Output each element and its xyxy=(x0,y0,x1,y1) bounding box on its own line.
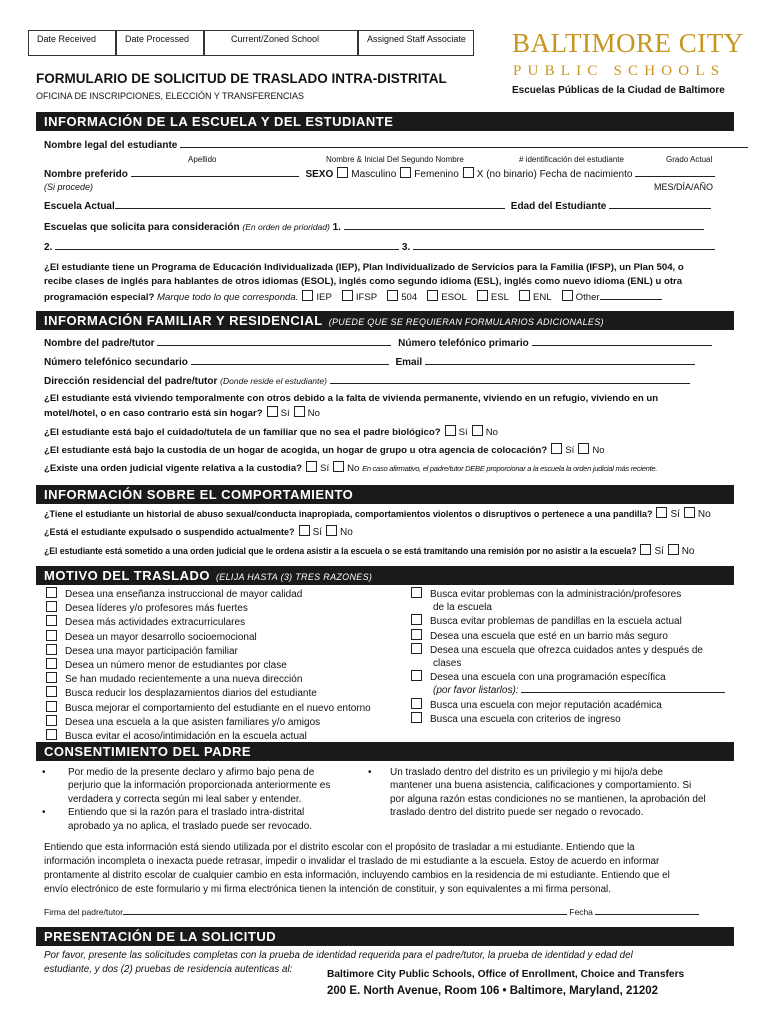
caption-grado: Grado Actual xyxy=(666,155,713,164)
consent-bullets-right xyxy=(368,766,706,820)
paragraph-line: envío electrónico de este formulario y mi firma electrónica tienen la intención de constituir, y son equivalentes a mi firma personal. xyxy=(44,884,611,895)
logo-subtitle: Escuelas Públicas de la Ciudad de Baltimore xyxy=(512,85,725,96)
yes-label: Sí xyxy=(312,527,323,538)
femenino-checkbox[interactable] xyxy=(400,167,411,178)
reason-item[interactable] xyxy=(46,601,371,615)
no-label: No xyxy=(697,509,711,520)
reason-item[interactable] xyxy=(411,698,725,712)
plan504-checkbox[interactable] xyxy=(387,290,398,301)
mes-dia-caption: MES/DÍA/AÑO xyxy=(654,182,714,192)
yes-label: Sí xyxy=(565,445,575,456)
esol-checkbox[interactable] xyxy=(427,290,438,301)
reason-checkbox[interactable] xyxy=(411,698,422,709)
zoned-school-box[interactable] xyxy=(204,30,358,56)
reason-checkbox[interactable] xyxy=(46,672,57,683)
si-procede-note: (Si procede) xyxy=(44,182,94,192)
address-label: Dirección residencial del padre/tutor xyxy=(44,376,218,387)
legal-name-row xyxy=(44,140,748,151)
reason-checkbox[interactable] xyxy=(46,701,57,712)
homeless-row xyxy=(44,406,320,419)
date-label: Fecha xyxy=(569,907,593,917)
court-order-no-checkbox[interactable] xyxy=(333,461,344,472)
parent-row xyxy=(44,338,712,349)
office-subtitle: OFICINA DE INSCRIPCIONES, ELECCIÓN Y TRANSFERENCIAS xyxy=(36,91,305,101)
reason-label: Busca evitar problemas con la administración/profesores xyxy=(430,589,682,600)
no-label: No xyxy=(485,427,498,438)
reason-item[interactable] xyxy=(46,644,371,658)
behavior-q3-no-checkbox[interactable] xyxy=(668,544,679,555)
court-order-yes-checkbox[interactable] xyxy=(306,461,317,472)
logo-line2: PUBLIC SCHOOLS xyxy=(513,63,726,79)
reason-item[interactable] xyxy=(46,587,371,601)
section-title: MOTIVO DEL TRASLADO xyxy=(44,568,210,583)
caption-nombre: Nombre & Inicial Del Segundo Nombre xyxy=(326,155,464,164)
schools-consider-row xyxy=(44,222,704,233)
email-field[interactable] xyxy=(425,364,695,365)
reason-label: Se han mudado recientemente a una nueva dirección xyxy=(65,674,303,686)
kinship-no-checkbox[interactable] xyxy=(472,425,483,436)
other-checkbox[interactable] xyxy=(562,290,573,301)
no-label: No xyxy=(681,546,695,557)
submission-line1: Por favor, presente las solicitudes completas con la prueba de identidad requerida para el padre/tutor, la prueba de identidad y edad del xyxy=(44,950,633,961)
x-binario-checkbox[interactable] xyxy=(463,167,474,178)
reason-label: Busca mejorar el comportamiento del estudiante en el nuevo entorno xyxy=(65,702,371,714)
paragraph-line: Entiendo que esta información está siendo utilizada por el distrito escolar con el propósito de trasladar a mi estudiante. Entiendo que la xyxy=(44,842,635,853)
reason-checkbox[interactable] xyxy=(411,670,422,681)
caption-student-id: # identificación del estudiante xyxy=(519,155,624,164)
address-field[interactable] xyxy=(330,383,690,384)
other-label: Other xyxy=(575,292,600,303)
date-processed-box[interactable] xyxy=(116,30,204,56)
submission-line2: estudiante, y dos (2) pruebas de residencia autenticas al: xyxy=(44,964,293,975)
paragraph-line: prontamente al distrito escolar de cualquier cambio en esta información, incluyendo cambios en la residencia de mi estudiante. Entiendo que el xyxy=(44,870,670,881)
kinship-yes-checkbox[interactable] xyxy=(445,425,456,436)
section-title: INFORMACIÓN DE LA ESCUELA Y DEL ESTUDIANTE xyxy=(44,114,394,129)
reason-label: Desea una escuela a la que asisten familiares y/o amigos xyxy=(65,716,321,728)
reasons-left-list xyxy=(46,587,371,743)
birthdate-field[interactable] xyxy=(635,176,715,177)
bullet-line: verdadera y correcta según mi leal saber y entender. xyxy=(68,793,302,805)
reason-item[interactable] xyxy=(411,712,725,726)
iep-options-row xyxy=(44,290,662,303)
reason-checkbox[interactable] xyxy=(46,729,57,740)
bullet-line: aprobado ya no aplica, el traslado puede ser revocado. xyxy=(68,820,313,832)
iep-checkbox[interactable] xyxy=(302,290,313,301)
preferred-field[interactable] xyxy=(131,176,299,177)
esl-checkbox[interactable] xyxy=(477,290,488,301)
address-note: (Donde reside el estudiante) xyxy=(220,376,327,386)
section-family xyxy=(36,311,734,330)
reason-label: Desea una mayor participación familiar xyxy=(65,645,238,657)
submission-address2: 200 E. North Avenue, Room 106 • Baltimore, Maryland, 21202 xyxy=(327,985,659,997)
priority-note: (En orden de prioridad) xyxy=(242,222,330,232)
plan504-label: 504 xyxy=(401,292,418,303)
iep-question-line1: ¿El estudiante tiene un Programa de Educación Individualizada (IEP), Plan Individualizado de Servicios para la Familia (IFSP), un Plan 504, o xyxy=(44,262,684,273)
reason-item[interactable] xyxy=(46,672,371,686)
mark-all-note: Marque todo lo que corresponda. xyxy=(157,292,299,303)
bullet-dot: • xyxy=(368,767,372,778)
homeless-no-checkbox[interactable] xyxy=(294,406,305,417)
submission-address1: Baltimore City Public Schools, Office of Enrollment, Choice and Transfers xyxy=(327,969,685,980)
behavior-q1: ¿Tiene el estudiante un historial de abuso sexual/conducta inapropiada, comportamientos violentos o disruptivos o pertenece a una pandilla? xyxy=(44,509,653,519)
staff-associate-box[interactable] xyxy=(358,30,474,56)
behavior-q1-row xyxy=(44,507,711,520)
reason-item[interactable] xyxy=(46,686,371,700)
sexo-label: SEXO xyxy=(305,169,334,180)
section-submission xyxy=(36,927,734,946)
foster-row xyxy=(44,443,605,456)
reason-item[interactable] xyxy=(411,643,725,657)
reason-checkbox[interactable] xyxy=(46,644,57,655)
reason-checkbox[interactable] xyxy=(46,630,57,641)
reason-label: Desea un mayor desarrollo socioemocional xyxy=(65,631,257,643)
bullet-line: traslado dentro del distrito puede ser negado o revocado. xyxy=(390,807,644,819)
reason-item[interactable] xyxy=(411,629,725,643)
birthdate-label: Fecha de nacimiento xyxy=(539,169,633,180)
behavior-q2-row xyxy=(44,525,353,538)
reasons-right-list xyxy=(411,587,725,726)
bullet-line: mantener una buena asistencia, calificaciones y comportamiento. Si xyxy=(390,780,692,792)
date-received-label: Date Received xyxy=(37,34,97,44)
reason-checkbox[interactable] xyxy=(411,614,422,625)
reason-label: Desea un número menor de estudiantes por clase xyxy=(65,660,287,672)
date-received-box[interactable] xyxy=(28,30,116,56)
reason-item[interactable] xyxy=(46,615,371,629)
reason-checkbox[interactable] xyxy=(411,712,422,723)
iep-label: IEP xyxy=(316,292,332,303)
phone2-row xyxy=(44,357,695,368)
schools-consider-label: Escuelas que solicita para consideración xyxy=(44,222,240,233)
reason-checkbox[interactable] xyxy=(46,615,57,626)
reason-checkbox[interactable] xyxy=(46,715,57,726)
reason-item[interactable] xyxy=(411,614,725,628)
no-label: No xyxy=(592,445,605,456)
behavior-q2-no-checkbox[interactable] xyxy=(326,525,337,536)
consent-paragraph xyxy=(44,841,670,897)
choice-2-field[interactable] xyxy=(55,249,399,250)
behavior-q2: ¿Está el estudiante expulsado o suspendido actualmente? xyxy=(44,527,295,537)
reason-item[interactable] xyxy=(411,587,725,601)
reason-item[interactable] xyxy=(46,630,371,644)
reason-label: Desea una escuela que ofrezca cuidados antes y después de xyxy=(430,644,703,656)
choice-1-field[interactable] xyxy=(344,229,704,230)
preferred-row xyxy=(44,167,715,180)
yes-label: Sí xyxy=(670,509,680,520)
consent-bullet xyxy=(42,766,330,806)
x-binario-label: X (no binario) xyxy=(476,169,537,180)
reason-item[interactable] xyxy=(46,715,371,729)
program-list-field[interactable] xyxy=(521,692,725,693)
signature-row xyxy=(44,907,699,917)
behavior-q1-no-checkbox[interactable] xyxy=(684,507,695,518)
behavior-q1-yes-checkbox[interactable] xyxy=(656,507,667,518)
date-field[interactable] xyxy=(595,914,699,915)
section-title: INFORMACIÓN FAMILIAR Y RESIDENCIAL xyxy=(44,313,323,328)
foster-yes-checkbox[interactable] xyxy=(551,443,562,454)
foster-question: ¿El estudiante está bajo la custodia de un hogar de acogida, un hogar de grupo u otra agencia de colocación? xyxy=(44,445,548,456)
bullet-line: Por medio de la presente declaro y afirmo bajo pena de xyxy=(68,767,315,778)
bullet-dot: • xyxy=(42,807,46,819)
esl-label: ESL xyxy=(490,292,509,303)
homeless-question-line1: ¿El estudiante está viviendo temporalmente con otros debido a la falta de vivienda permanente, viviendo en un refugio, viviendo en un xyxy=(44,393,659,404)
masculino-label: Masculino xyxy=(351,169,397,180)
court-order-note: En caso afirmativo, el padre/tutor DEBE proporcionar a la escuela la orden judicial más reciente. xyxy=(362,464,658,473)
no-label: No xyxy=(340,527,353,538)
iep-question-line2: recibe clases de inglés para hablantes de otros idiomas (ESOL), inglés como segundo idioma (ESL), inglés como nuevo idioma (ENL) u otra xyxy=(44,276,683,287)
reason-checkbox[interactable] xyxy=(46,601,57,612)
reason-checkbox[interactable] xyxy=(46,587,57,598)
behavior-q3: ¿El estudiante está sometido a una orden judicial que le ordena asistir a la escuela o se está tramitando una remisión por no asistir a la escuela? xyxy=(44,546,637,556)
reason-label: Desea más actividades extracurriculares xyxy=(65,617,246,629)
bullet-line: perjurio que la información proporcionada anteriormente es xyxy=(68,780,331,792)
ifsp-label: IFSP xyxy=(355,292,378,303)
choices-2-3-row xyxy=(44,242,715,253)
bullet-line: por alguna razón estas condiciones no se mantienen, la aprobación del xyxy=(390,793,706,805)
section-consent xyxy=(36,742,734,761)
program-list-row xyxy=(411,684,725,697)
phone-primary-label: Número telefónico primario xyxy=(398,338,529,349)
phone-secondary-label: Número telefónico secundario xyxy=(44,357,188,368)
reason-label: Desea líderes y/o profesores más fuertes xyxy=(65,603,248,615)
kinship-question: ¿El estudiante está bajo el cuidado/tutela de un familiar que no sea el padre biológico? xyxy=(44,427,441,438)
yes-label: Sí xyxy=(458,427,468,438)
preferred-label: Nombre preferido xyxy=(44,169,128,180)
reason-label: Busca evitar problemas de pandillas en la escuela actual xyxy=(430,616,682,628)
esol-label: ESOL xyxy=(441,292,467,303)
bullet-dot: • xyxy=(42,767,46,778)
court-order-row xyxy=(44,461,657,474)
reason-label: Desea una escuela que esté en un barrio más seguro xyxy=(430,630,668,642)
logo-line1: BALTIMORE CITY xyxy=(512,28,744,58)
yes-label: Sí xyxy=(654,546,664,557)
homeless-yes-checkbox[interactable] xyxy=(267,406,278,417)
date-processed-label: Date Processed xyxy=(125,34,190,44)
legal-name-field[interactable] xyxy=(180,147,748,148)
phone-secondary-field[interactable] xyxy=(191,364,389,365)
signature-field[interactable] xyxy=(123,914,567,915)
section-title: INFORMACIÓN SOBRE EL COMPORTAMIENTO xyxy=(44,487,354,502)
yes-label: Sí xyxy=(280,408,290,419)
behavior-q2-yes-checkbox[interactable] xyxy=(299,525,310,536)
reason-continuation: de la escuela xyxy=(433,602,492,614)
age-field[interactable] xyxy=(609,208,711,209)
section-title: CONSENTIMIENTO DEL PADRE xyxy=(44,744,252,759)
choice-2-label: 2. xyxy=(44,242,53,253)
paragraph-line: información incompleta o inexacta puede retrasar, impedir o invalidar el traslado de mi estudiante a la escuela. Estoy de acuerdo en informar xyxy=(44,856,660,867)
reason-item[interactable] xyxy=(46,658,371,672)
parent-name-field[interactable] xyxy=(157,345,391,346)
consent-bullets-left xyxy=(42,766,330,833)
reason-item[interactable] xyxy=(46,701,371,715)
enl-label: ENL xyxy=(532,292,552,303)
current-school-row xyxy=(44,201,711,212)
address-row xyxy=(44,376,690,387)
reason-continuation: clases xyxy=(433,658,462,670)
section-behavior xyxy=(36,485,734,504)
no-label: No xyxy=(307,408,320,419)
reason-label: Desea una enseñanza instruccional de mayor calidad xyxy=(65,589,303,600)
reason-item[interactable] xyxy=(411,670,725,684)
section-title: PRESENTACIÓN DE LA SOLICITUD xyxy=(44,929,277,944)
ifsp-checkbox[interactable] xyxy=(342,290,353,301)
choice-3-label: 3. xyxy=(401,242,411,253)
choice-3-field[interactable] xyxy=(413,249,715,250)
reason-checkbox[interactable] xyxy=(411,587,422,598)
signature-label: Firma del padre/tutor xyxy=(44,907,123,917)
zoned-school-label: Current/Zoned School xyxy=(231,34,320,44)
current-school-label: Escuela Actual xyxy=(44,201,115,212)
age-label: Edad del Estudiante xyxy=(510,201,607,212)
behavior-q3-yes-checkbox[interactable] xyxy=(640,544,651,555)
legal-name-label: Nombre legal del estudiante xyxy=(44,140,178,151)
parent-name-label: Nombre del padre/tutor xyxy=(44,338,155,349)
section-reasons xyxy=(36,566,734,585)
section-subtitle: (ELIJA HASTA (3) TRES RAZONES) xyxy=(215,572,373,582)
section-subtitle: (PUEDE QUE SE REQUIERAN FORMULARIOS ADICIONALES) xyxy=(328,317,604,327)
caption-apellido: Apellido xyxy=(188,155,217,164)
email-label: Email xyxy=(395,357,423,368)
bullet-line: Entiendo que si la razón para el traslado intra-distrital xyxy=(68,807,305,819)
other-field[interactable] xyxy=(600,299,662,300)
reason-label: Busca una escuela con mejor reputación académica xyxy=(430,699,662,711)
foster-no-checkbox[interactable] xyxy=(578,443,589,454)
kinship-row xyxy=(44,425,498,438)
reason-checkbox[interactable] xyxy=(46,658,57,669)
reason-checkbox[interactable] xyxy=(46,686,57,697)
staff-associate-label: Assigned Staff Associate xyxy=(367,34,466,44)
current-school-field[interactable] xyxy=(115,208,505,209)
phone-primary-field[interactable] xyxy=(532,345,712,346)
reason-label: Busca reducir los desplazamientos diarios del estudiante xyxy=(65,688,317,700)
choice-1-label: 1. xyxy=(332,222,341,233)
reason-checkbox[interactable] xyxy=(411,643,422,654)
consent-bullet xyxy=(42,806,330,833)
enl-checkbox[interactable] xyxy=(519,290,530,301)
consent-bullet xyxy=(368,766,706,820)
program-list-label: (por favor listarlos): xyxy=(433,685,519,697)
behavior-q3-row xyxy=(44,544,694,557)
reason-label: Busca una escuela con criterios de ingreso xyxy=(430,713,621,725)
iep-question-line3: programación especial? xyxy=(44,292,155,303)
no-label: No xyxy=(347,463,360,474)
homeless-question-line2: motel/hotel, o en caso contrario está sin hogar? xyxy=(44,408,263,419)
court-order-question: ¿Existe una orden judicial vigente relativa a la custodia? xyxy=(44,463,303,474)
section-school-student xyxy=(36,112,734,131)
reason-label: Desea una escuela con una programación específica xyxy=(430,672,666,684)
masculino-checkbox[interactable] xyxy=(337,167,348,178)
reason-checkbox[interactable] xyxy=(411,629,422,640)
femenino-label: Femenino xyxy=(414,169,459,180)
reason-label: Busca evitar el acoso/intimidación en la escuela actual xyxy=(65,731,307,743)
page-title: FORMULARIO DE SOLICITUD DE TRASLADO INTRA-DISTRITAL xyxy=(36,71,447,86)
yes-label: Sí xyxy=(320,463,330,474)
bullet-line: Un traslado dentro del distrito es un privilegio y mi hijo/a debe xyxy=(390,767,663,778)
